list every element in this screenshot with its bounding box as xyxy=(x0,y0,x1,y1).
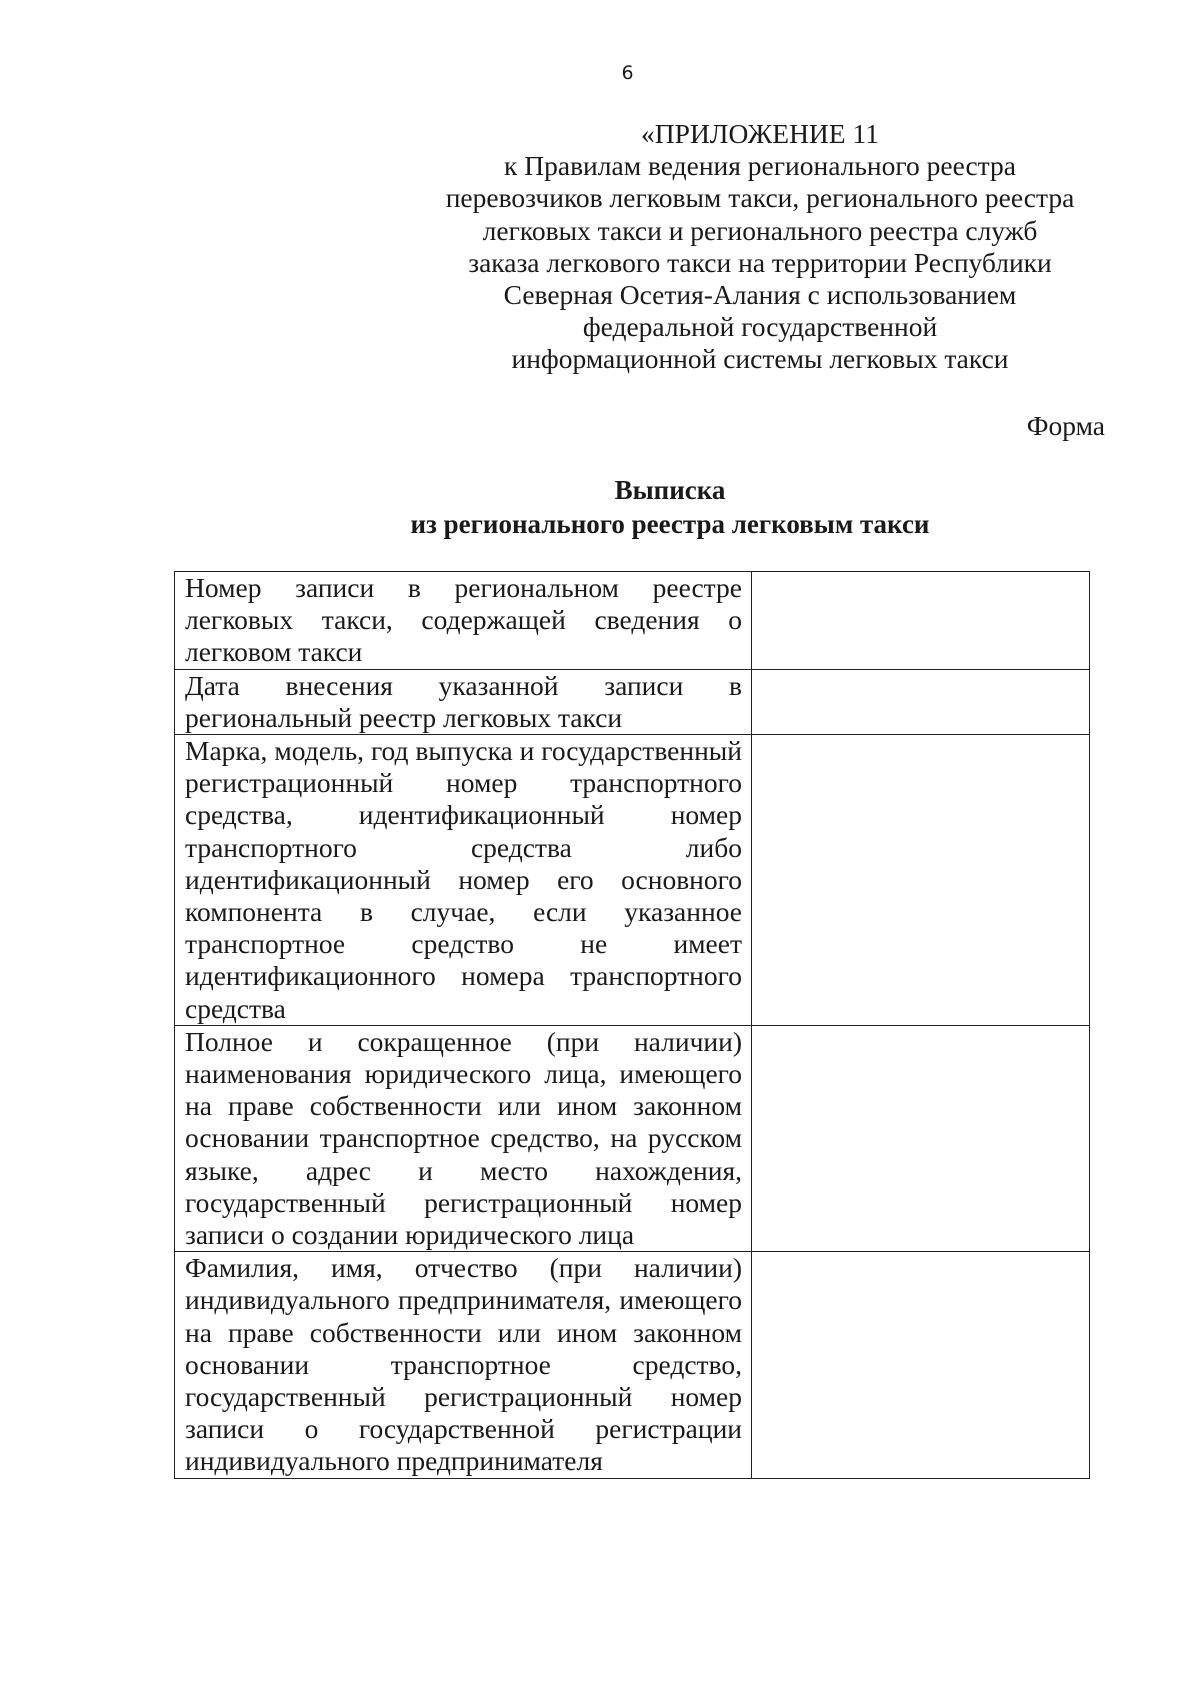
appendix-header xyxy=(420,118,1100,376)
document-title xyxy=(0,473,1200,541)
row-value-entrepreneur xyxy=(752,1252,1090,1478)
appendix-line: к Правилам ведения регионального реестра xyxy=(504,150,1016,182)
table-row xyxy=(175,669,1090,734)
appendix-line: информационной системы легковых такси xyxy=(511,343,1009,375)
register-extract-table xyxy=(174,571,1090,1479)
page-number: 6 xyxy=(621,62,634,84)
row-label-record-date: Дата внесения указанной записи в региональный реестр легковых такси xyxy=(175,669,752,734)
document-title-line-2: из регионального реестра легковым такси xyxy=(410,509,930,539)
row-value-vehicle-info xyxy=(752,735,1090,1026)
appendix-line: федеральной государственной xyxy=(582,311,938,343)
table-row xyxy=(175,1252,1090,1478)
row-label-vehicle-info: Марка, модель, год выпуска и государственный регистрационный номер транспортного средства, идентификационный номер транспортного средства либо идентификационный номер его основного компонента в случае, если указанное транспортное средство не имеет идентификационного номера транспортного средства xyxy=(175,735,752,1026)
row-label-entrepreneur: Фамилия, имя, отчество (при наличии) индивидуального предпринимателя, имеющего на праве собственности или ином законном основании транспортное средство, государственный регистрационный номер записи о государственной регистрации индивидуального предпринимателя xyxy=(175,1252,752,1478)
appendix-line: заказа легкового такси на территории Республики xyxy=(468,246,1052,278)
row-value-record-date xyxy=(752,669,1090,734)
appendix-line: Северная Осетия-Алания с использованием xyxy=(503,279,1017,311)
document-title-line-1: Выписка xyxy=(614,475,726,505)
appendix-line: перевозчиков легковым такси, регионального реестра xyxy=(445,182,1075,214)
table-row xyxy=(175,1025,1090,1251)
row-value-record-number xyxy=(752,572,1090,670)
row-value-legal-entity xyxy=(752,1025,1090,1251)
form-label: Форма xyxy=(1026,410,1105,441)
appendix-line: «ПРИЛОЖЕНИЕ 11 xyxy=(641,118,879,149)
row-label-legal-entity: Полное и сокращенное (при наличии) наименования юридического лица, имеющего на праве собственности или ином законном основании транспортное средство, на русском языке, адрес и место нахождения, государственный регистрационный номер записи о создании юридического лица xyxy=(175,1025,752,1251)
row-label-record-number: Номер записи в региональном реестре легковых такси, содержащей сведения о легковом такси xyxy=(175,572,752,670)
table-row xyxy=(175,735,1090,1026)
appendix-line: легковых такси и регионального реестра служб xyxy=(482,214,1038,246)
table-row xyxy=(175,572,1090,670)
